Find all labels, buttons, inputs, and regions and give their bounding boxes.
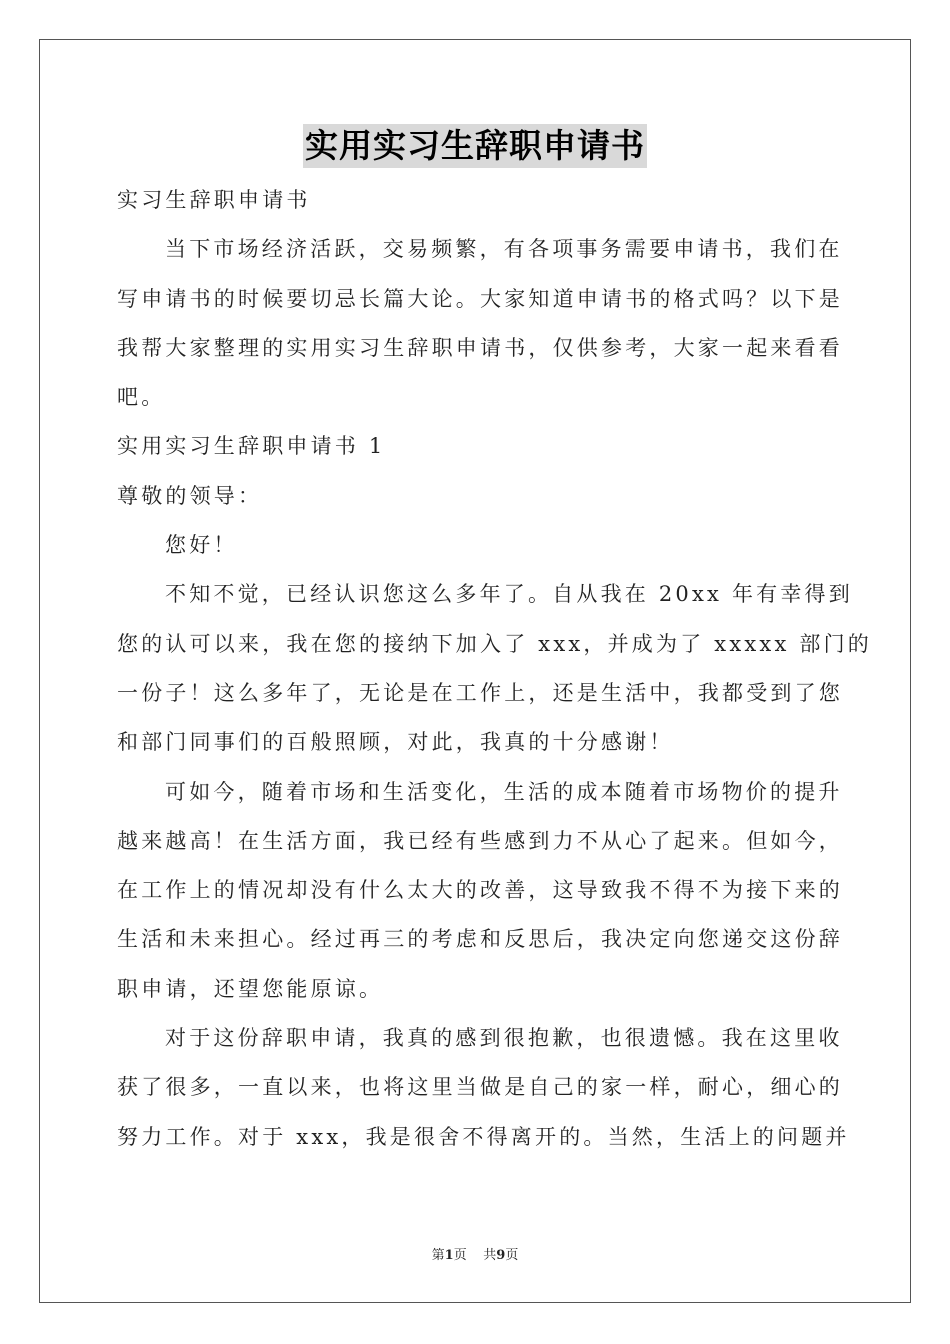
page-number: 1: [444, 1248, 454, 1263]
body-line: 对于这份辞职申请，我真的感到很抱歉，也很遗憾。我在这里收: [165, 1026, 843, 1051]
body-line: 努力工作。对于 xxx，我是很舍不得离开的。当然，生活上的问题并: [117, 1124, 850, 1149]
document-body: [117, 176, 872, 1162]
salutation: 尊敬的领导：: [117, 483, 263, 508]
total-pages: 9: [496, 1248, 506, 1263]
body-line: 吧。: [117, 385, 166, 410]
body-line: 我帮大家整理的实用实习生辞职申请书，仅供参考，大家一起来看看: [117, 335, 843, 360]
body-line: 您的认可以来，我在您的接纳下加入了 xxx，并成为了 xxxxx 部门的: [117, 631, 872, 656]
body-line: 当下市场经济活跃，交易频繁，有各项事务需要申请书，我们在: [165, 237, 843, 262]
body-line: 写申请书的时候要切忌长篇大论。大家知道申请书的格式吗？以下是: [117, 286, 843, 311]
section-heading: 实用实习生辞职申请书 1: [117, 434, 386, 459]
body-line: 在工作上的情况却没有什么太大的改善，这导致我不得不为接下来的: [117, 878, 843, 903]
body-line: 实习生辞职申请书: [117, 188, 311, 212]
total-suffix: 页: [505, 1248, 519, 1263]
body-line: 不知不觉，已经认识您这么多年了。自从我在 20xx 年有幸得到: [165, 582, 853, 607]
page-suffix: 页: [453, 1248, 467, 1263]
page-footer: [0, 1244, 950, 1263]
body-line: 和部门同事们的百般照顾，对此，我真的十分感谢！: [117, 730, 674, 755]
greeting: 您好！: [165, 533, 238, 558]
body-line: 一份子！这么多年了，无论是在工作上，还是生活中，我都受到了您: [117, 680, 843, 705]
total-prefix: 共: [483, 1248, 497, 1263]
body-line: 生活和未来担心。经过再三的考虑和反思后，我决定向您递交这份辞: [117, 927, 843, 952]
body-line: 可如今，随着市场和生活变化，生活的成本随着市场物价的提升: [165, 779, 843, 804]
body-line: 越来越高！在生活方面，我已经有些感到力不从心了起来。但如今，: [117, 828, 843, 853]
title-wrapper: [0, 124, 950, 168]
document-title: 实用实习生辞职申请书: [303, 124, 647, 168]
body-line: 获了很多，一直以来，也将这里当做是自己的家一样，耐心，细心的: [117, 1075, 843, 1100]
body-line: 职申请，还望您能原谅。: [117, 976, 384, 1001]
page-prefix: 第: [431, 1248, 445, 1263]
